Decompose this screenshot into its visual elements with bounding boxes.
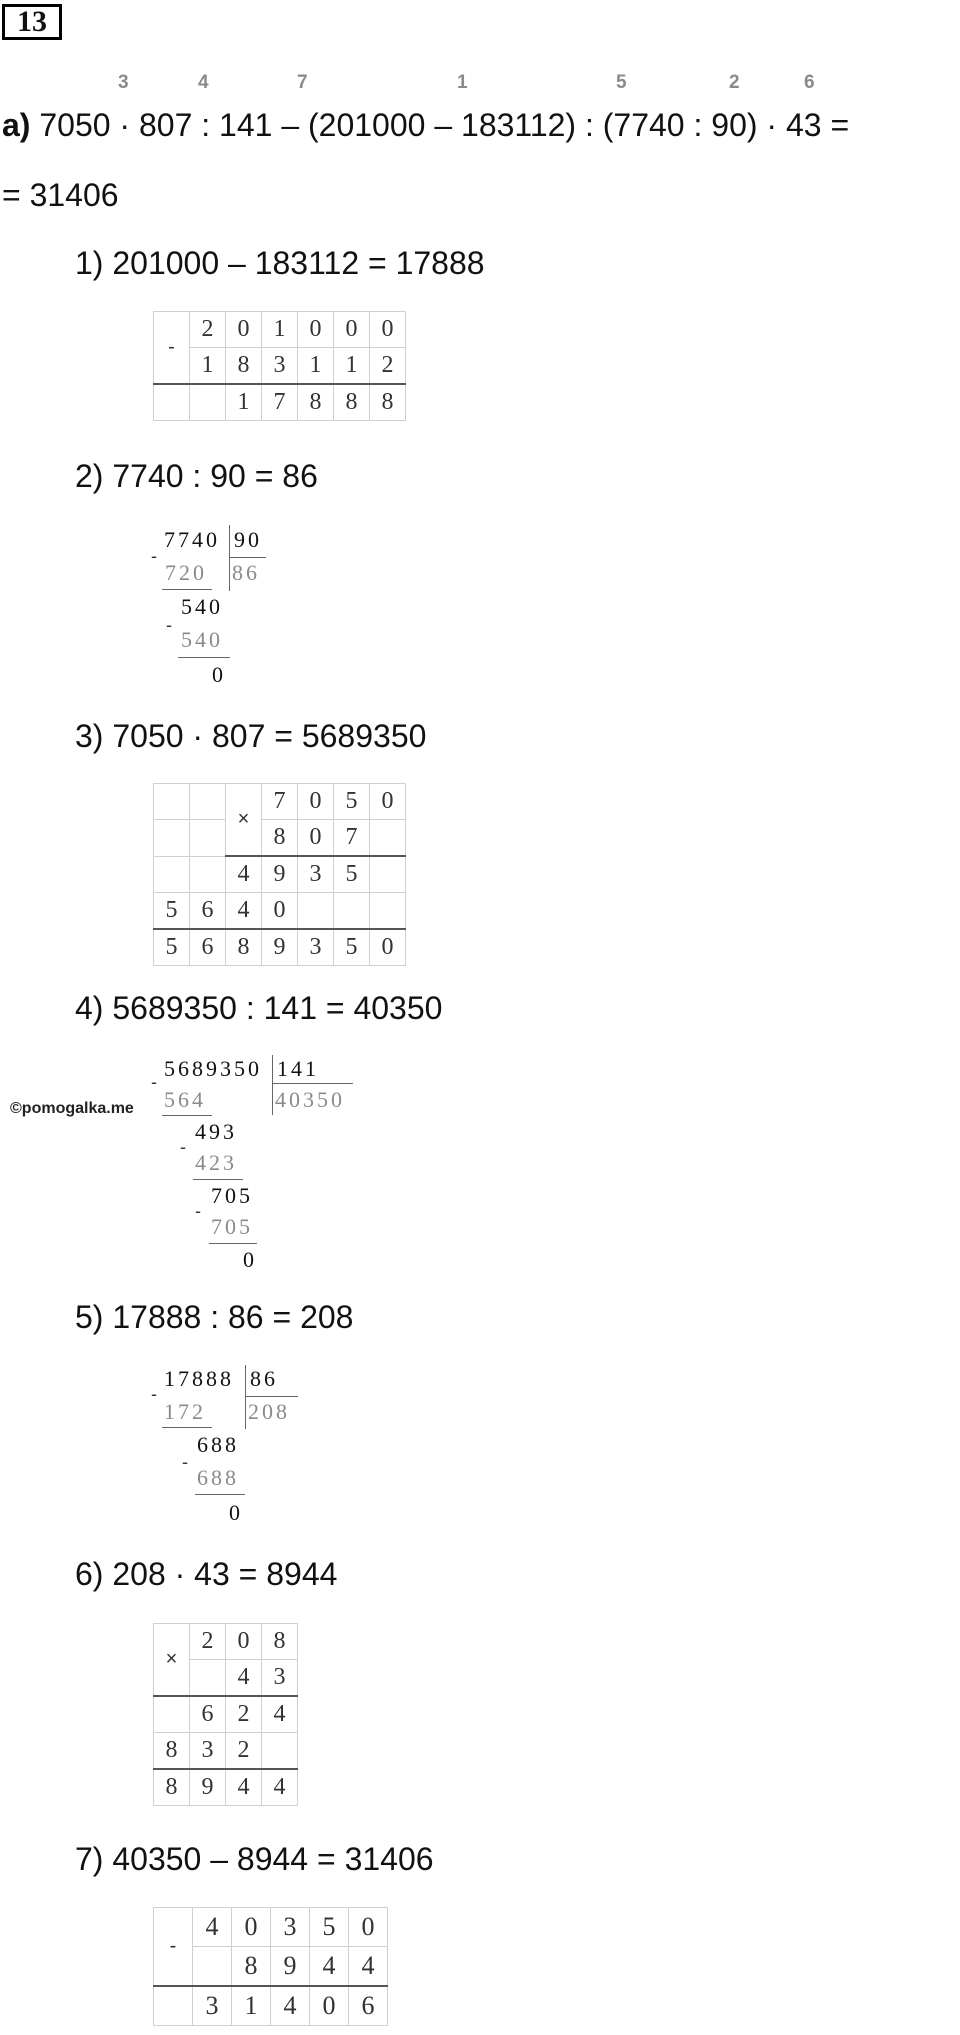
divisor: 141: [277, 1056, 319, 1081]
division-bar: [229, 525, 230, 591]
order-number: 7: [297, 72, 308, 93]
digit-cell: 1: [298, 348, 334, 385]
divisor: 86: [250, 1366, 278, 1391]
order-number: 1: [457, 72, 468, 93]
minus-sign: -: [166, 615, 172, 635]
subtrahend: 564: [164, 1087, 206, 1112]
division-bar: [272, 1055, 273, 1115]
digit-cell: 2: [370, 348, 406, 385]
digit-cell: 2: [226, 1696, 262, 1733]
digit-cell: 0: [334, 312, 370, 348]
subtraction-grid-1: [153, 311, 406, 421]
digit-cell: 0: [298, 784, 334, 820]
step-title: 1) 201000 – 183112 = 17888: [75, 245, 485, 281]
divisor: 90: [234, 527, 262, 552]
underline: [209, 1243, 257, 1244]
digit-cell: 0: [370, 929, 406, 966]
multiplication-grid-1: [153, 783, 406, 966]
order-number: 6: [804, 72, 815, 93]
digit-cell: 8: [226, 348, 262, 385]
quotient: 208: [248, 1399, 290, 1424]
digit-cell: 1: [226, 384, 262, 421]
digit-cell: 4: [193, 1908, 232, 1947]
remainder-line: 705: [211, 1183, 253, 1208]
digit-cell: 1: [232, 1986, 271, 2026]
minus-sign: -: [151, 1072, 157, 1092]
digit-cell: 5: [334, 929, 370, 966]
digit-cell: 0: [370, 784, 406, 820]
expression: 7050 · 807 : 141 – (201000 – 183112) : (7740 : 90) · 43 =: [39, 107, 850, 143]
order-number: 4: [198, 72, 209, 93]
digit-cell: 7: [262, 784, 298, 820]
minus-sign: -: [151, 546, 157, 566]
step-title: 2) 7740 : 90 = 86: [75, 458, 318, 494]
digit-cell: 2: [190, 1624, 226, 1660]
step-title: 7) 40350 – 8944 = 31406: [75, 1841, 434, 1877]
order-number: 5: [616, 72, 627, 93]
expression-result: = 31406: [2, 177, 119, 213]
step-title: 4) 5689350 : 141 = 40350: [75, 990, 443, 1026]
minus-sign: -: [180, 1137, 186, 1157]
digit-cell: 4: [226, 893, 262, 930]
watermark: ©pomogalka.me: [10, 1100, 134, 1117]
times-sign: ×: [226, 784, 262, 857]
digit-cell: 4: [226, 856, 262, 893]
expression-line: [2, 107, 849, 144]
digit-cell: 4: [349, 1947, 388, 1987]
dividend: 7740: [164, 527, 220, 552]
digit-cell: 0: [262, 893, 298, 930]
digit-cell: 9: [262, 856, 298, 893]
subtrahend: 172: [164, 1399, 206, 1424]
digit-cell: 0: [232, 1908, 271, 1947]
underline: [193, 1179, 243, 1180]
digit-cell: 6: [190, 893, 226, 930]
digit-cell: 8: [262, 820, 298, 857]
final-remainder: 0: [212, 662, 226, 687]
multiplication-grid-2: [153, 1623, 298, 1806]
subtrahend: 423: [195, 1150, 237, 1175]
step-title: 5) 17888 : 86 = 208: [75, 1299, 354, 1335]
digit-cell: 0: [298, 312, 334, 348]
digit-cell: 3: [298, 856, 334, 893]
minus-sign: -: [154, 312, 190, 385]
digit-cell: 8: [370, 384, 406, 421]
digit-cell: 4: [310, 1947, 349, 1987]
digit-cell: 8: [232, 1947, 271, 1987]
order-number: 2: [729, 72, 740, 93]
digit-cell: 8: [298, 384, 334, 421]
minus-sign: -: [154, 1908, 193, 1987]
quotient: 86: [232, 560, 260, 585]
digit-cell: 1: [190, 348, 226, 385]
remainder-line: 540: [181, 594, 223, 619]
digit-cell: 9: [190, 1769, 226, 1806]
digit-cell: 0: [298, 820, 334, 857]
digit-cell: 4: [262, 1696, 298, 1733]
digit-cell: 8: [226, 929, 262, 966]
digit-cell: 3: [262, 1660, 298, 1697]
underline: [162, 1115, 212, 1116]
subtrahend: 720: [165, 560, 207, 585]
division-bar: [245, 1365, 246, 1429]
minus-sign: -: [195, 1201, 201, 1221]
digit-cell: 3: [193, 1986, 232, 2026]
divisor-line: [230, 557, 266, 558]
digit-cell: 8: [334, 384, 370, 421]
minus-sign: -: [182, 1452, 188, 1472]
digit-cell: 5: [334, 784, 370, 820]
digit-cell: 8: [154, 1733, 190, 1770]
divisor-line: [273, 1083, 353, 1084]
digit-cell: 3: [298, 929, 334, 966]
digit-cell: 8: [262, 1624, 298, 1660]
subtraction-grid-2: [153, 1907, 388, 2026]
digit-cell: 7: [334, 820, 370, 857]
digit-cell: 6: [190, 1696, 226, 1733]
step-title: 3) 7050 · 807 = 5689350: [75, 718, 427, 754]
order-number: 3: [118, 72, 129, 93]
digit-cell: 5: [154, 929, 190, 966]
digit-cell: 9: [271, 1947, 310, 1987]
dividend: 5689350: [164, 1056, 262, 1081]
digit-cell: 6: [349, 1986, 388, 2026]
digit-cell: 9: [262, 929, 298, 966]
digit-cell: 3: [271, 1908, 310, 1947]
underline: [162, 1427, 212, 1428]
minus-sign: -: [151, 1384, 157, 1404]
final-remainder: 0: [243, 1247, 257, 1272]
digit-cell: 5: [154, 893, 190, 930]
times-sign: ×: [154, 1624, 190, 1697]
digit-cell: 3: [190, 1733, 226, 1770]
digit-cell: 5: [334, 856, 370, 893]
quotient: 40350: [275, 1087, 345, 1112]
digit-cell: 8: [154, 1769, 190, 1806]
digit-cell: 0: [226, 1624, 262, 1660]
digit-cell: 4: [262, 1769, 298, 1806]
remainder-line: 493: [195, 1119, 237, 1144]
dividend: 17888: [164, 1366, 234, 1391]
digit-cell: 5: [310, 1908, 349, 1947]
subtrahend: 705: [211, 1214, 253, 1239]
digit-cell: 6: [190, 929, 226, 966]
part-label: а): [2, 107, 31, 143]
subtrahend: 688: [197, 1465, 239, 1490]
digit-cell: 1: [334, 348, 370, 385]
digit-cell: 0: [310, 1986, 349, 2026]
digit-cell: 2: [190, 312, 226, 348]
digit-cell: 2: [226, 1733, 262, 1770]
digit-cell: 7: [262, 384, 298, 421]
remainder-line: 688: [197, 1432, 239, 1457]
digit-cell: 0: [349, 1908, 388, 1947]
divisor-line: [246, 1396, 298, 1397]
digit-cell: 0: [226, 312, 262, 348]
digit-cell: 4: [226, 1660, 262, 1697]
final-remainder: 0: [229, 1500, 243, 1525]
step-title: 6) 208 · 43 = 8944: [75, 1556, 338, 1592]
underline: [195, 1494, 245, 1495]
task-number: 13: [2, 4, 62, 40]
digit-cell: 4: [271, 1986, 310, 2026]
underline: [162, 589, 212, 590]
digit-cell: 3: [262, 348, 298, 385]
digit-cell: 0: [370, 312, 406, 348]
digit-cell: 4: [226, 1769, 262, 1806]
underline: [178, 657, 230, 658]
digit-cell: 1: [262, 312, 298, 348]
subtrahend: 540: [181, 627, 223, 652]
